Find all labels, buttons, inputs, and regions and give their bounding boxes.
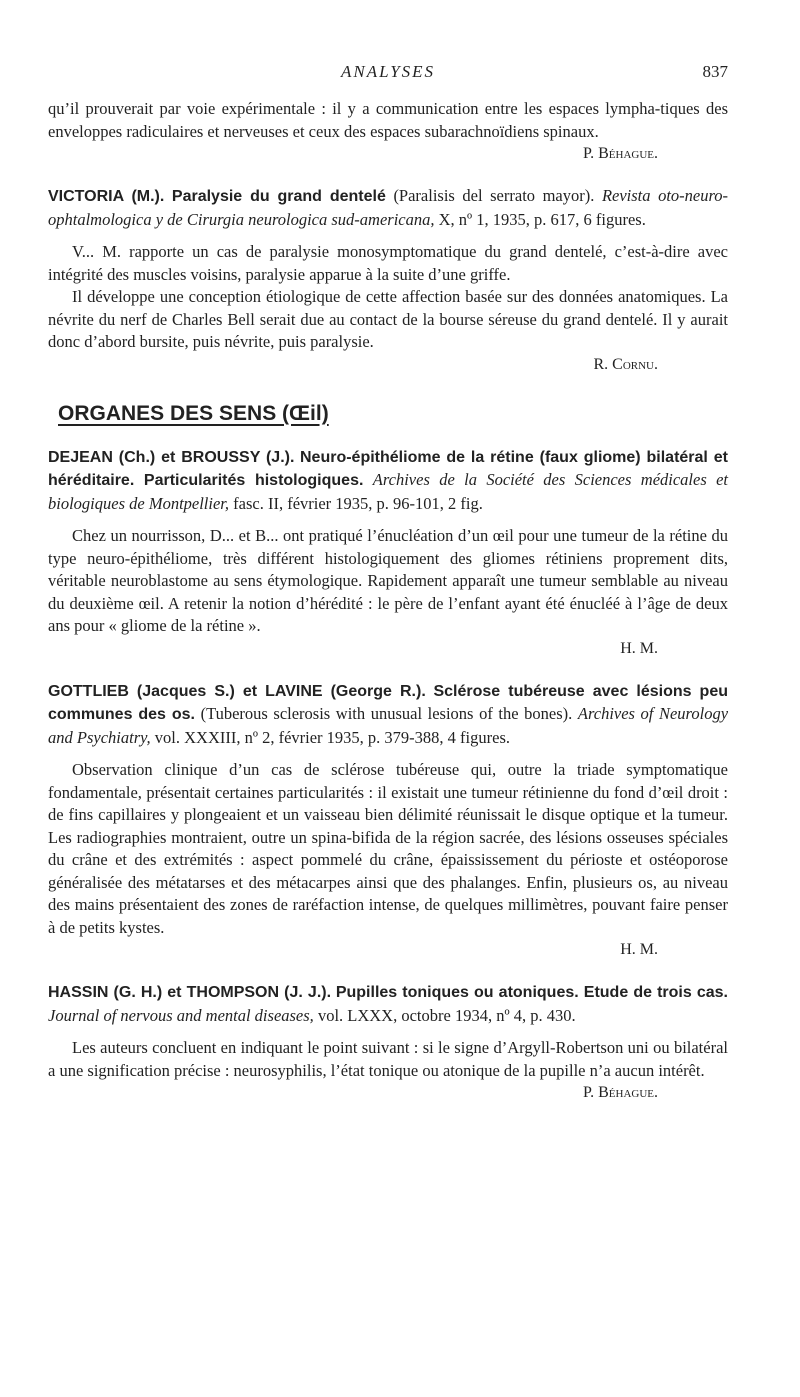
page xyxy=(48,62,728,1104)
authors: GOTTLIEB (Jacques S.) et LAVINE (George R.). xyxy=(48,682,426,700)
article-title: Sclérose tubéreuse avec lésions peu communes des os. xyxy=(48,682,728,723)
article-title: Neuro-épithéliome de la rétine (faux gliome) bilatéral et héréditaire. Particularités histologiques. xyxy=(48,448,729,489)
authors: DEJEAN (Ch.) et BROUSSY (J.). xyxy=(48,448,295,466)
signature: H. M. xyxy=(620,941,658,958)
article-title: Pupilles toniques ou atoniques. Etude de trois cas. xyxy=(335,984,729,1001)
signature: H. M. xyxy=(620,639,658,657)
citation-details: vol. LXXX, octobre 1934, nº 4, p. 430. xyxy=(317,1005,576,1025)
paragraph: Observation clinique d’un cas de sclérose tubéreuse qui, outre la triade symptomatique fondamentale, présentait certaines particularités : il existait une tumeur rétinienne du fond d’œil droit : de fins capillaires y plongeaient et un vaisseau bien délimité réunissait le disque optique et la tumeur. Les radiographies montraient, outre un spina-bifida de la région sacrée, des lésions osseuses spéciales du crâne et des extrémités : aspect pommelé du crâne, épaississement du périoste et ostéoporose généralisée des métatarses et des métacarpes ainsi que des phalanges. Enfin, plusieurs os, au niveau des mains présentaient des zones de raréfaction intense, de quelques millimètres, pouvant faire penser à de petits kystes. xyxy=(48,760,728,937)
signature: R. Cornu. xyxy=(593,355,658,373)
journal: Archives de la Société des Sciences médicales et biologiques de Montpellier, xyxy=(48,470,728,513)
entry-victoria xyxy=(48,185,728,376)
paragraph: Il développe une conception étiologique de cette affection basée sur des données anatomiques. La névrite du nerf de Charles Bell serait due au contact de la bourse séreuse du grand dentelé. Il y aurait donc d’abord bursite, puis névrite, puis paralysie. xyxy=(48,287,728,351)
journal: Revista oto-neuro-ophtalmologica y de Cirurgia neurologica sud-americana, xyxy=(48,186,729,229)
citation-details: vol. XXXIII, nº 2, février 1935, p. 379-388, 4 figures. xyxy=(154,727,510,747)
reference xyxy=(48,680,728,750)
page-header xyxy=(48,62,728,98)
article-subtitle: (Paralisis del serrato mayor). xyxy=(393,186,595,205)
article-subtitle: (Tuberous sclerosis with unusual lesions of the bones). xyxy=(200,704,573,723)
article-title: Paralysie du grand dentelé xyxy=(171,188,386,205)
running-title: ANALYSES xyxy=(340,62,436,81)
signature: P. Béhague. xyxy=(582,1084,658,1101)
journal: Archives of Neurology and Psychiatry, xyxy=(48,704,729,747)
intro-text: qu’il prouverait par voie expérimentale : il y a communication entre les espaces lympha-tiques des enveloppes radiculaires et nerveuses et ceux des espaces subarachnoïdiens spinaux. xyxy=(48,99,728,141)
paragraph: Les auteurs concluent en indiquant le point suivant : si le signe d’Argyll-Robertson uni ou bilatéral a une signification précise : neurosyphilis, l’état tonique ou atonique de la pupille n’a aucun intérêt. xyxy=(48,1038,728,1080)
page-number: 837 xyxy=(702,62,728,81)
authors: HASSIN (G. H.) et THOMPSON (J. J.). xyxy=(48,984,332,1001)
entry-dejean xyxy=(48,446,728,660)
paragraph: Chez un nourrisson, D... et B... ont pratiqué l’énucléation d’un œil pour une tumeur de la rétine du type neuro-épithéliome, très différent histologiquement des gliomes rétiniens proprement dits, véritable neuroblastome au sens étymologique. Rapidement apparaît une tumeur semblable au niveau du deuxième œil. A retenir la notion d’hérédité : le père de l’enfant ayant été énucléé à l’âge de deux ans pour « gliome de la rétine ». xyxy=(48,526,728,635)
reference xyxy=(48,446,728,516)
paragraph: V... M. rapporte un cas de paralysie monosymptomatique du grand dentelé, c’est-à-dire avec intégrité des muscles voisins, paralysie apparue à la suite d’une griffe. xyxy=(48,242,728,284)
reference xyxy=(48,185,728,231)
journal: Journal of nervous and mental diseases, xyxy=(48,1005,314,1025)
authors: VICTORIA (M.). xyxy=(48,188,165,205)
citation-details: fasc. II, février 1935, p. 96-101, 2 fig. xyxy=(233,493,483,513)
citation-details: X, nº 1, 1935, p. 617, 6 figures. xyxy=(438,209,646,229)
entry-gottlieb xyxy=(48,680,728,962)
section-title: ORGANES DES SENS (Œil) xyxy=(58,401,329,425)
reference xyxy=(48,981,728,1027)
signature: P. Béhague. xyxy=(582,145,658,162)
entry-hassin xyxy=(48,981,728,1104)
